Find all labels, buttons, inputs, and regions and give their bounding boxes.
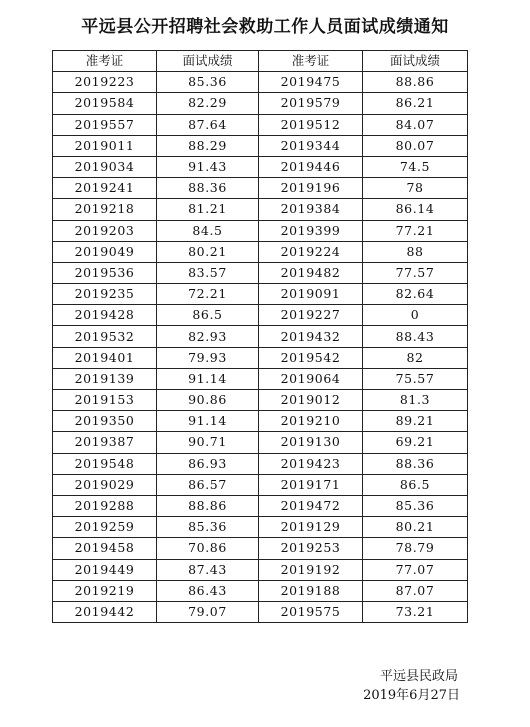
cell-score-right: 84.07 — [363, 114, 468, 135]
table-body — [53, 72, 468, 623]
issue-date: 2019年6月27日 — [363, 688, 460, 703]
cell-score-right: 82 — [363, 347, 468, 368]
cell-exam-id-left: 2019259 — [53, 517, 157, 538]
cell-exam-id-left: 2019203 — [53, 220, 157, 241]
cell-exam-id-right: 2019579 — [259, 93, 363, 114]
cell-score-left: 79.07 — [157, 601, 259, 622]
cell-exam-id-right: 2019227 — [259, 305, 363, 326]
table-row — [53, 284, 468, 305]
cell-score-left: 72.21 — [157, 284, 259, 305]
table-row — [53, 411, 468, 432]
cell-exam-id-right: 2019512 — [259, 114, 363, 135]
cell-exam-id-left: 2019387 — [53, 432, 157, 453]
cell-exam-id-left: 2019401 — [53, 347, 157, 368]
cell-score-right: 74.5 — [363, 156, 468, 177]
cell-exam-id-right: 2019012 — [259, 390, 363, 411]
cell-score-right: 88.36 — [363, 453, 468, 474]
cell-score-right: 69.21 — [363, 432, 468, 453]
cell-exam-id-right: 2019188 — [259, 580, 363, 601]
cell-score-left: 86.5 — [157, 305, 259, 326]
cell-exam-id-right: 2019482 — [259, 262, 363, 283]
cell-exam-id-left: 2019219 — [53, 580, 157, 601]
table-row — [53, 580, 468, 601]
table-row — [53, 178, 468, 199]
table-row — [53, 241, 468, 262]
cell-exam-id-left: 2019029 — [53, 474, 157, 495]
cell-score-left: 91.43 — [157, 156, 259, 177]
cell-score-left: 81.21 — [157, 199, 259, 220]
table-row — [53, 495, 468, 516]
cell-score-right: 82.64 — [363, 284, 468, 305]
cell-exam-id-right: 2019224 — [259, 241, 363, 262]
cell-exam-id-left: 2019034 — [53, 156, 157, 177]
table-row — [53, 72, 468, 93]
cell-score-right: 89.21 — [363, 411, 468, 432]
cell-exam-id-right: 2019196 — [259, 178, 363, 199]
table-row — [53, 601, 468, 622]
cell-exam-id-left: 2019428 — [53, 305, 157, 326]
cell-score-left: 79.93 — [157, 347, 259, 368]
cell-exam-id-left: 2019218 — [53, 199, 157, 220]
cell-score-right: 78.79 — [363, 538, 468, 559]
issuing-department: 平远县民政局 — [379, 669, 458, 684]
table-row — [53, 390, 468, 411]
table-row — [53, 517, 468, 538]
cell-score-right: 86.14 — [363, 199, 468, 220]
cell-exam-id-right: 2019210 — [259, 411, 363, 432]
cell-score-left: 86.57 — [157, 474, 259, 495]
table-row — [53, 538, 468, 559]
table-row — [53, 326, 468, 347]
cell-exam-id-right: 2019575 — [259, 601, 363, 622]
cell-score-right: 86.5 — [363, 474, 468, 495]
cell-exam-id-left: 2019536 — [53, 262, 157, 283]
cell-exam-id-right: 2019399 — [259, 220, 363, 241]
cell-exam-id-right: 2019432 — [259, 326, 363, 347]
cell-exam-id-left: 2019449 — [53, 559, 157, 580]
cell-score-left: 86.43 — [157, 580, 259, 601]
table-row — [53, 474, 468, 495]
cell-score-left: 70.86 — [157, 538, 259, 559]
table-row — [53, 93, 468, 114]
table-row — [53, 432, 468, 453]
cell-score-right: 85.36 — [363, 495, 468, 516]
cell-exam-id-right: 2019542 — [259, 347, 363, 368]
cell-exam-id-left: 2019011 — [53, 135, 157, 156]
cell-score-right: 88 — [363, 241, 468, 262]
cell-score-left: 87.43 — [157, 559, 259, 580]
cell-score-right: 86.21 — [363, 93, 468, 114]
cell-score-right: 77.57 — [363, 262, 468, 283]
cell-exam-id-left: 2019223 — [53, 72, 157, 93]
cell-score-right: 78 — [363, 178, 468, 199]
cell-exam-id-right: 2019192 — [259, 559, 363, 580]
cell-exam-id-left: 2019548 — [53, 453, 157, 474]
cell-exam-id-left: 2019241 — [53, 178, 157, 199]
cell-exam-id-left: 2019288 — [53, 495, 157, 516]
cell-score-left: 88.36 — [157, 178, 259, 199]
cell-exam-id-right: 2019384 — [259, 199, 363, 220]
table-row — [53, 347, 468, 368]
cell-score-right: 81.3 — [363, 390, 468, 411]
cell-exam-id-right: 2019091 — [259, 284, 363, 305]
cell-score-left: 88.29 — [157, 135, 259, 156]
cell-score-right: 87.07 — [363, 580, 468, 601]
cell-score-left: 91.14 — [157, 368, 259, 389]
cell-score-left: 87.64 — [157, 114, 259, 135]
table-row — [53, 453, 468, 474]
table-row — [53, 156, 468, 177]
table-row — [53, 305, 468, 326]
cell-exam-id-right: 2019446 — [259, 156, 363, 177]
cell-exam-id-right: 2019171 — [259, 474, 363, 495]
cell-score-left: 91.14 — [157, 411, 259, 432]
cell-score-right: 75.57 — [363, 368, 468, 389]
cell-exam-id-left: 2019442 — [53, 601, 157, 622]
cell-exam-id-left: 2019139 — [53, 368, 157, 389]
cell-score-left: 83.57 — [157, 262, 259, 283]
cell-score-left: 88.86 — [157, 495, 259, 516]
cell-score-left: 80.21 — [157, 241, 259, 262]
scores-table — [52, 50, 468, 623]
header-score-right: 面试成绩 — [363, 51, 468, 72]
cell-exam-id-left: 2019350 — [53, 411, 157, 432]
cell-score-left: 85.36 — [157, 517, 259, 538]
cell-exam-id-left: 2019584 — [53, 93, 157, 114]
cell-score-right: 73.21 — [363, 601, 468, 622]
cell-exam-id-left: 2019557 — [53, 114, 157, 135]
cell-score-right: 80.07 — [363, 135, 468, 156]
cell-score-left: 82.93 — [157, 326, 259, 347]
cell-exam-id-left: 2019532 — [53, 326, 157, 347]
table-row — [53, 368, 468, 389]
document-title: 平远县公开招聘社会救助工作人员面试成绩通知 — [81, 17, 449, 37]
table-row — [53, 114, 468, 135]
cell-score-right: 88.86 — [363, 72, 468, 93]
cell-exam-id-left: 2019153 — [53, 390, 157, 411]
cell-exam-id-right: 2019472 — [259, 495, 363, 516]
cell-score-left: 90.86 — [157, 390, 259, 411]
header-exam-id-left: 准考证 — [53, 51, 157, 72]
cell-score-right: 80.21 — [363, 517, 468, 538]
cell-score-left: 90.71 — [157, 432, 259, 453]
table-row — [53, 135, 468, 156]
cell-exam-id-right: 2019423 — [259, 453, 363, 474]
cell-exam-id-left: 2019049 — [53, 241, 157, 262]
table-row — [53, 220, 468, 241]
cell-exam-id-left: 2019235 — [53, 284, 157, 305]
header-exam-id-right: 准考证 — [259, 51, 363, 72]
cell-score-left: 82.29 — [157, 93, 259, 114]
table-row — [53, 559, 468, 580]
cell-score-right: 0 — [363, 305, 468, 326]
cell-score-left: 85.36 — [157, 72, 259, 93]
cell-score-right: 77.21 — [363, 220, 468, 241]
cell-exam-id-right: 2019129 — [259, 517, 363, 538]
header-score-left: 面试成绩 — [157, 51, 259, 72]
table-header-row — [53, 51, 468, 72]
table-row — [53, 262, 468, 283]
table-row — [53, 199, 468, 220]
cell-score-left: 86.93 — [157, 453, 259, 474]
cell-exam-id-left: 2019458 — [53, 538, 157, 559]
cell-exam-id-right: 2019344 — [259, 135, 363, 156]
cell-score-left: 84.5 — [157, 220, 259, 241]
cell-exam-id-right: 2019064 — [259, 368, 363, 389]
cell-exam-id-right: 2019475 — [259, 72, 363, 93]
cell-score-right: 88.43 — [363, 326, 468, 347]
cell-exam-id-right: 2019253 — [259, 538, 363, 559]
cell-score-right: 77.07 — [363, 559, 468, 580]
cell-exam-id-right: 2019130 — [259, 432, 363, 453]
